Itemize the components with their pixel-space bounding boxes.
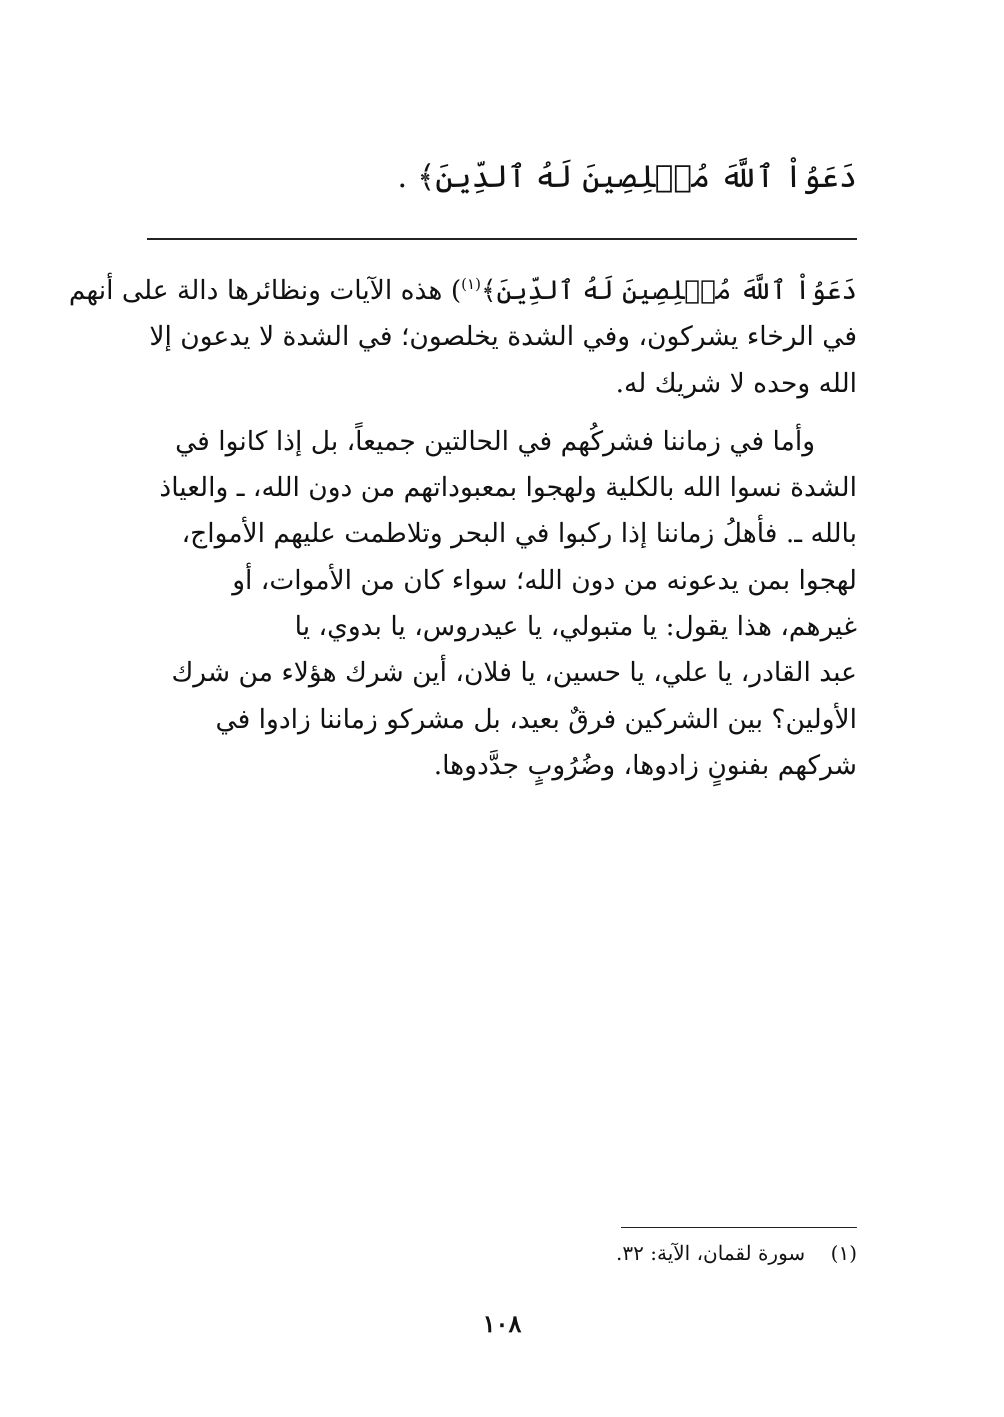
verse-quote: دَعَوُاْ ٱللَّهَ مُخۡلِصِينَ لَهُ ٱلدِّينَ﴾ (480, 275, 857, 306)
paragraph-2 (147, 419, 857, 789)
paragraph-2-line-5: غيرهم، هذا يقول: يا متبولي، يا عيدروس، يا بدوي، يا (294, 611, 857, 643)
paragraph-1-line-2: في الرخاء يشركون، وفي الشدة يخلصون؛ في الشدة لا يدعون إلا (149, 321, 857, 353)
paragraph-1-line-1 (68, 268, 857, 314)
footnote (147, 1238, 857, 1268)
paragraph-1-line-3: الله وحده لا شريك له. (615, 367, 857, 399)
paragraph-1 (68, 268, 857, 407)
paragraph-2-line-2: الشدة نسوا الله بالكلية ولهجوا بمعبوداتهم من دون الله، ـ والعياذ (159, 472, 857, 504)
footnote-text: سورة لقمان، الآية: ٣٢. (616, 1241, 806, 1265)
main-text (68, 268, 857, 789)
paragraph-2-line-8: شركهم بفنونٍ زادوها، وضُرُوبٍ جدَّدوها. (433, 749, 857, 781)
paragraph-2-line-7: الأولين؟ بين الشركين فرقٌ بعيد، بل مشركو زماننا زادوا في (215, 703, 857, 735)
paragraph-1-line-1-text: ) هذه الآيات ونظائرها دالة على أنهم (68, 275, 462, 306)
paragraph-2-line-1: وأما في زماننا فشركُهم في الحالتين جميعاً، بل إذا كانوا في (175, 425, 815, 457)
quran-verse-continuation: دَعَوُاْ ٱللَّهَ مُخۡلِصِينَ لَهُ ٱلدِّينَ﴾ . (397, 159, 857, 195)
footnote-divider (621, 1227, 857, 1228)
header-divider (147, 238, 857, 240)
page (68, 0, 857, 1417)
paragraph-2-line-6: عبد القادر، يا علي، يا حسين، يا فلان، أين شرك هؤلاء من شرك (171, 657, 857, 689)
footnote-reference: (١) (461, 275, 481, 294)
footnote-marker: (١) (830, 1241, 857, 1265)
page-number: ١٠٨ (482, 1309, 522, 1338)
footnote-spacer (812, 1241, 825, 1265)
paragraph-2-line-3: بالله ـ. فأهلُ زماننا إذا ركبوا في البحر وتلاطمت عليهم الأمواج، (181, 518, 857, 550)
paragraph-2-line-4: لهجوا بمن يدعونه من دون الله؛ سواء كان من الأموات، أو (232, 564, 857, 596)
